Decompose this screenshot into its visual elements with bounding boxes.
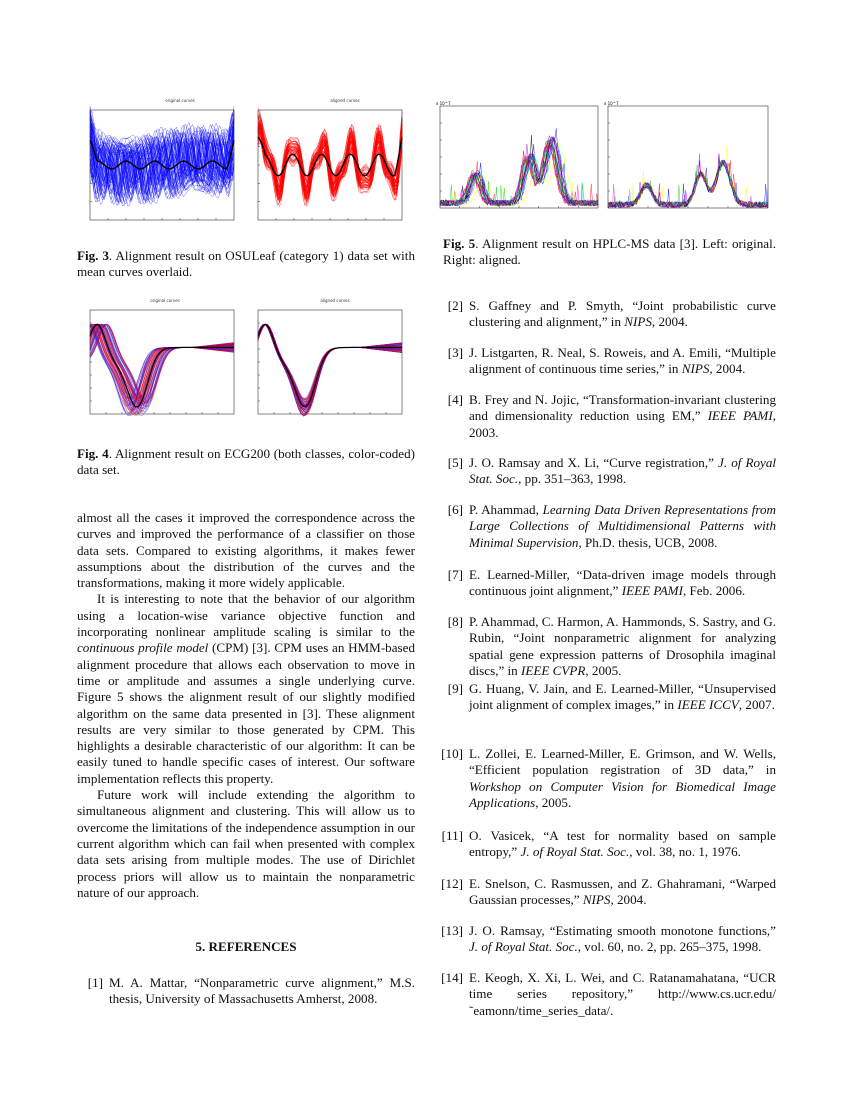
reference-number: [14]	[441, 970, 463, 985]
reference-text: P. Ahammad, C. Harmon, A. Hammonds, S. Sastry, and G. Rubin, “Joint nonparametric alignment for analyzing spatial gene expression patterns of Drosophila imaginal discs,” in IEEE CVPR, 2005.	[469, 614, 776, 678]
plot-fig4-original	[80, 306, 238, 424]
plot-title: original curves	[165, 98, 195, 103]
figure-label: Fig. 5	[443, 236, 476, 251]
reference-item	[437, 681, 776, 714]
paragraph: It is interesting to note that the behavior of our algorithm using a location-wise variance objective function and incorporating nonlinear amplitude scaling is similar to the continuous profile model (CPM) [3]. CPM uses an HMM-based alignment procedure that allows each observation to move in time or amplitude and assumes a single underlying curve. Figure 5 shows the alignment result of our slightly modified algorithm on the same data presented in [3]. These alignment results are very similar to those generated by CPM. This highlights a desirable characteristic of our algorithm: It can be easily tuned to handle specific cases of interest. Our software implementation reflects this property.	[77, 591, 415, 786]
plot-fig3-aligned	[248, 106, 406, 230]
reference-number: [8]	[447, 614, 463, 629]
reference-number: [9]	[447, 681, 463, 696]
reference-number: [1]	[87, 975, 103, 990]
reference-item	[437, 923, 776, 956]
plot-fig4-aligned	[248, 306, 406, 424]
reference-item	[437, 746, 776, 811]
figure-3-caption: Fig. 3. Alignment result on OSULeaf (category 1) data set with mean curves overlaid.	[77, 248, 415, 280]
reference-item	[77, 975, 415, 1008]
paragraph: Future work will include extending the algorithm to simultaneous alignment and clustering. This will allow us to overcome the limitations of the independence assumption in our current algorithm which can fail when presented with complex data sets arising from multiple modes. The use of Dirichlet process priors will allow us to maintain the nonparametric nature of our approach.	[77, 787, 415, 900]
reference-text: G. Huang, V. Jain, and E. Learned-Miller, “Unsupervised joint alignment of complex images,” in IEEE ICCV, 2007.	[469, 681, 776, 713]
reference-text: B. Frey and N. Jojic, “Transformation-invariant clustering and dimensionality reduction using EM,” IEEE PAMI, 2003.	[469, 392, 776, 440]
reference-item	[437, 392, 776, 441]
plot-fig5-aligned	[600, 100, 772, 218]
reference-item	[437, 502, 776, 551]
reference-text: J. Listgarten, R. Neal, S. Roweis, and A. Emili, “Multiple alignment of continuous time series,” in NIPS, 2004.	[469, 345, 776, 377]
reference-text: J. O. Ramsay, “Estimating smooth monotone functions,” J. of Royal Stat. Soc., vol. 60, no. 2, pp. 265–375, 1998.	[469, 923, 776, 955]
reference-item	[437, 345, 776, 378]
reference-text: M. A. Mattar, “Nonparametric curve alignment,” M.S. thesis, University of Massachusetts Amherst, 2008.	[109, 975, 415, 1007]
plot-title: aligned curves	[320, 298, 350, 303]
figure-5-caption: Fig. 5. Alignment result on HPLC-MS data [3]. Left: original. Right: aligned.	[443, 236, 776, 268]
reference-number: [3]	[447, 345, 463, 360]
reference-item	[437, 298, 776, 331]
figure-4-caption: Fig. 4. Alignment result on ECG200 (both classes, color-coded) data set.	[77, 446, 415, 478]
reference-item	[437, 876, 776, 909]
reference-text: E. Snelson, C. Rasmussen, and Z. Ghahramani, “Warped Gaussian processes,” NIPS, 2004.	[469, 876, 776, 908]
reference-number: [12]	[441, 876, 463, 891]
reference-text: L. Zollei, E. Learned-Miller, E. Grimson, and W. Wells, “Efficient population registration of 3D data,” in Workshop on Computer Vision for Biomedical Image Applications, 2005.	[469, 746, 776, 810]
body-text	[77, 510, 415, 901]
reference-number: [13]	[441, 923, 463, 938]
section-heading: 5. REFERENCES	[195, 939, 297, 954]
reference-number: [7]	[447, 567, 463, 582]
figure-label: Fig. 4	[77, 446, 109, 461]
reference-text: E. Keogh, X. Xi, L. Wei, and C. Ratanamahatana, “UCR time series repository,” http://www.cs.ucr.edu/˜eamonn/time_series_data/.	[469, 970, 776, 1018]
plot-fig5-original	[432, 100, 602, 218]
reference-number: [5]	[447, 455, 463, 470]
reference-number: [2]	[447, 298, 463, 313]
svg-text:x 10^7: x 10^7	[436, 101, 451, 106]
reference-text: S. Gaffney and P. Smyth, “Joint probabilistic curve clustering and alignment,” in NIPS, 2004.	[469, 298, 776, 330]
reference-number: [6]	[447, 502, 463, 517]
figure-label: Fig. 3	[77, 248, 109, 263]
reference-text: P. Ahammad, Learning Data Driven Representations from Large Collections of Multidimensional Patterns with Minimal Supervision, Ph.D. thesis, UCB, 2008.	[469, 502, 776, 550]
reference-item	[437, 614, 776, 679]
reference-item	[437, 455, 776, 488]
reference-number: [10]	[441, 746, 463, 761]
reference-item	[437, 567, 776, 600]
reference-number: [11]	[441, 828, 463, 843]
plot-title: aligned curves	[330, 98, 360, 103]
reference-text: O. Vasicek, “A test for normality based on sample entropy,” J. of Royal Stat. Soc., vol. 38, no. 1, 1976.	[469, 828, 776, 860]
svg-text:x 10^7: x 10^7	[604, 101, 619, 106]
paragraph: almost all the cases it improved the correspondence across the curves and improved the performance of a classifier on those data sets. Compared to existing algorithms, it makes fewer assumptions about the distribution of the curves and the transformations, making it more widely applicable.	[77, 510, 415, 591]
reference-text: J. O. Ramsay and X. Li, “Curve registration,” J. of Royal Stat. Soc., pp. 351–363, 1998.	[469, 455, 777, 487]
reference-item	[437, 970, 776, 1019]
reference-number: [4]	[447, 392, 463, 407]
reference-text: E. Learned-Miller, “Data-driven image models through continuous joint alignment,” IEEE PAMI, Feb. 2006.	[469, 567, 776, 599]
plot-fig3-original	[80, 106, 238, 230]
plot-title: original curves	[150, 298, 180, 303]
reference-item	[437, 828, 776, 861]
